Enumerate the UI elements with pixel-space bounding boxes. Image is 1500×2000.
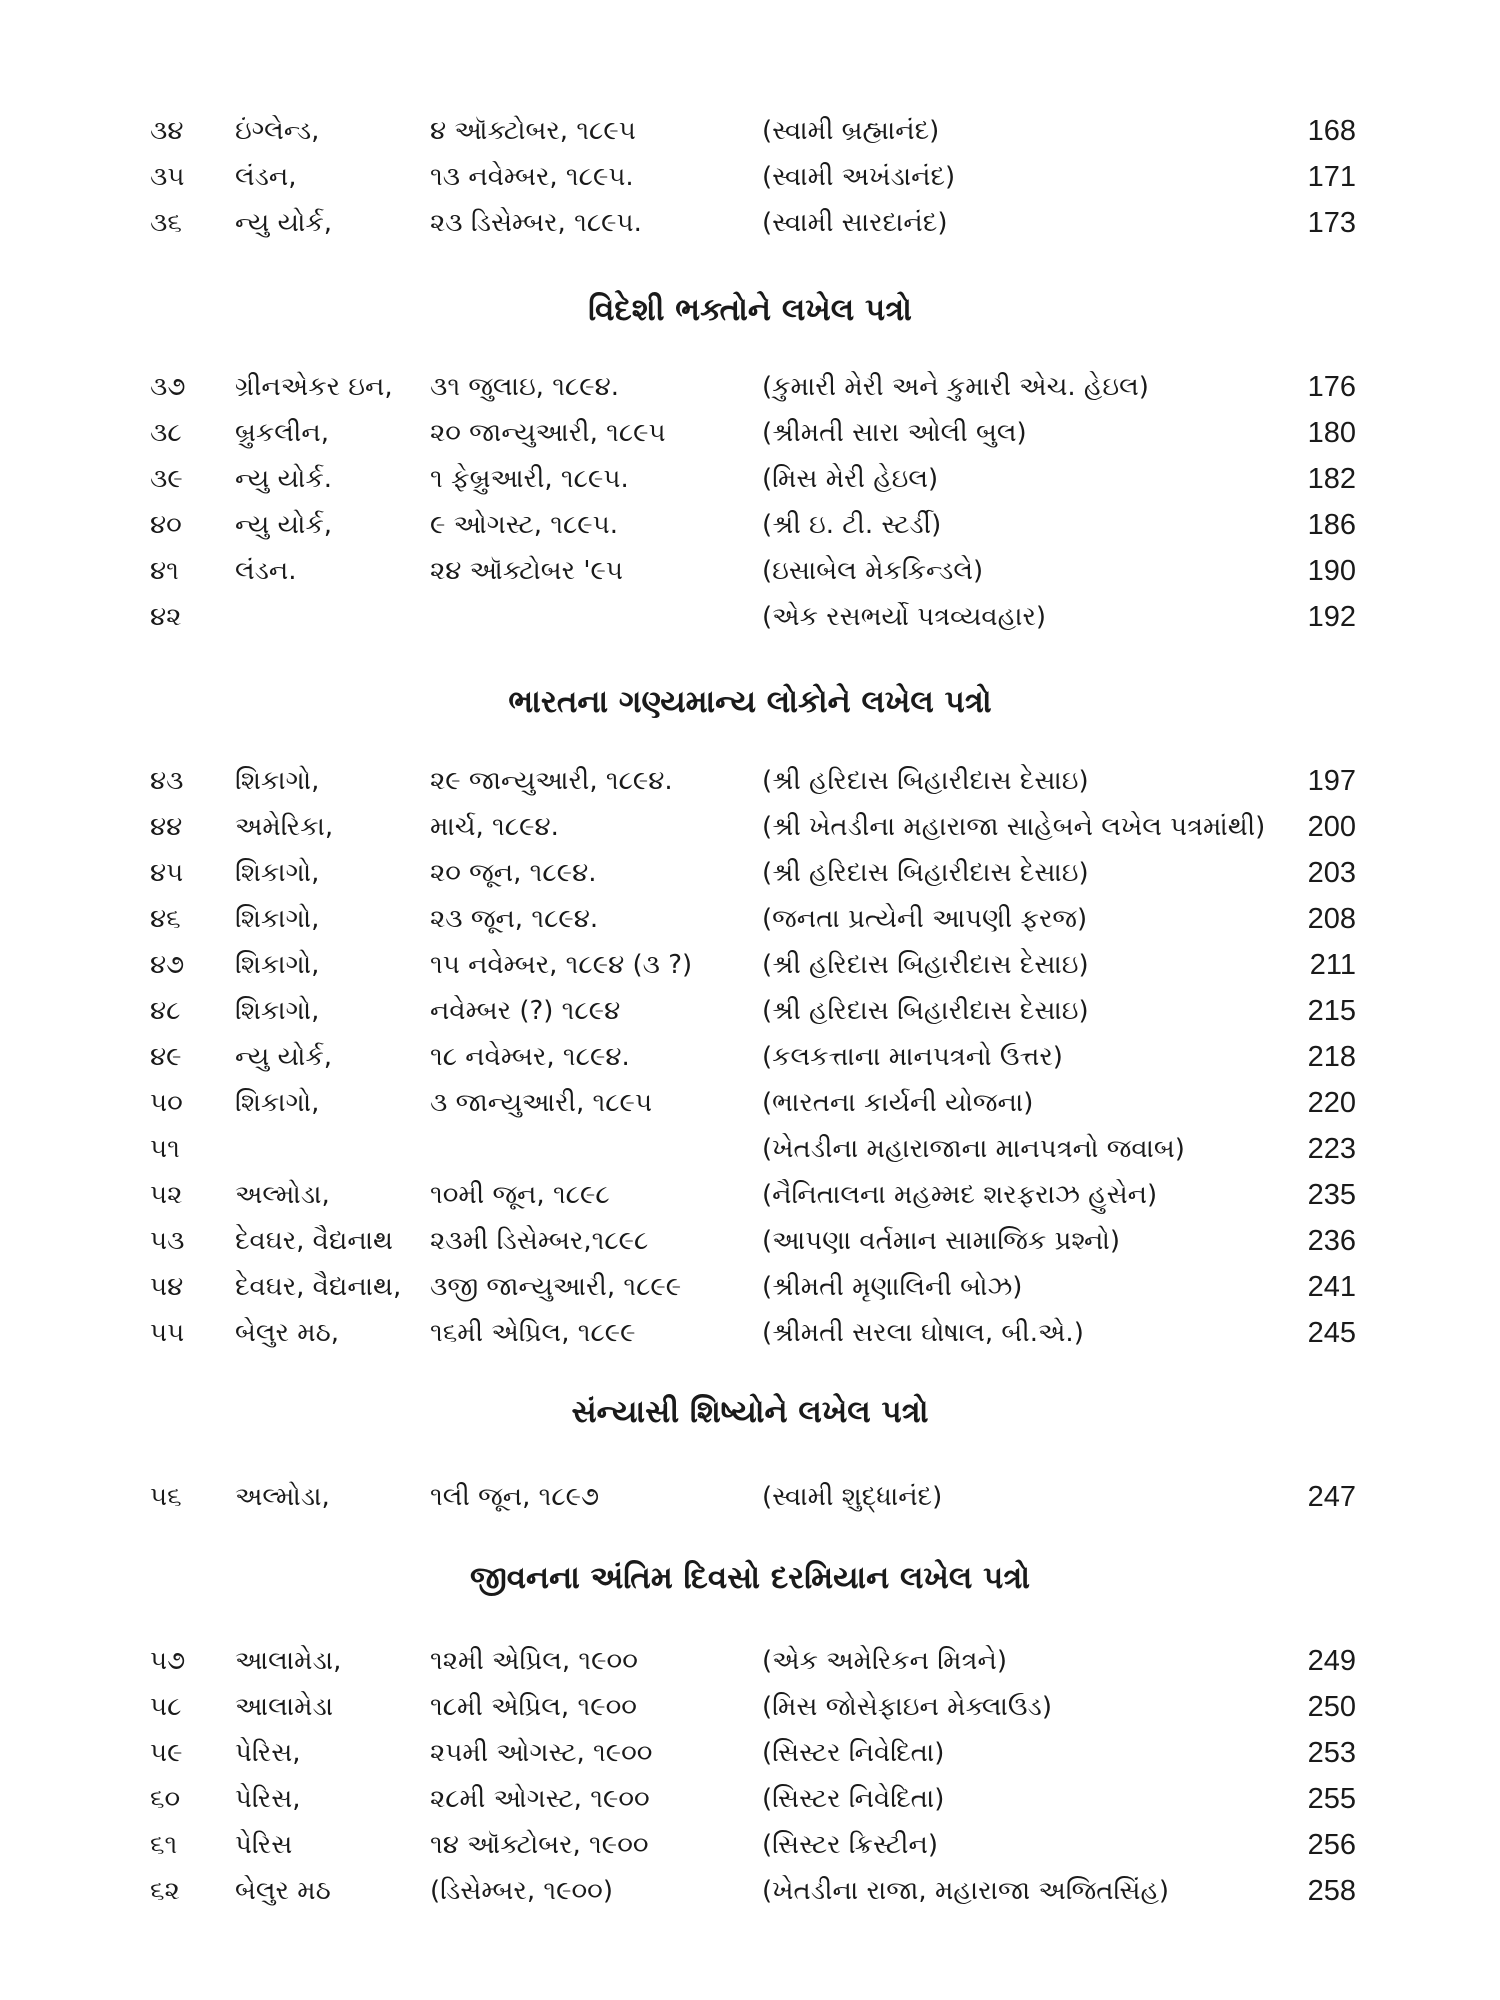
index-row xyxy=(0,1776,1500,1822)
letter-number: ૪૨ xyxy=(150,602,182,632)
letter-place: આલામેડા, xyxy=(235,1646,342,1676)
letter-place: લંડન, xyxy=(235,162,297,192)
index-row xyxy=(0,850,1500,896)
letter-place: ગ્રીનએકર ઇન, xyxy=(235,372,393,402)
index-row xyxy=(0,456,1500,502)
letter-recipient: (નૈનિતાલના મહમ્મદ શરફરાઝ હુસેન) xyxy=(762,1180,1158,1210)
letter-date: ૧લી જૂન, ૧૮૯૭ xyxy=(430,1482,600,1512)
letter-place: શિકાગો, xyxy=(235,904,320,934)
letter-number: ૫૮ xyxy=(150,1692,182,1722)
letter-recipient: (કલકત્તાના માનપત્રનો ઉત્તર) xyxy=(762,1042,1063,1072)
index-row xyxy=(0,594,1500,640)
section-heading: જીવનના અંતિમ દિવસો દરમિયાન લખેલ પત્રો xyxy=(469,1560,1031,1596)
section-heading: ભારતના ગણ્યમાન્ય લોકોને લખેલ પત્રો xyxy=(508,684,992,720)
letter-number: ૪૯ xyxy=(150,1042,182,1072)
index-row xyxy=(0,804,1500,850)
letter-number: ૩૯ xyxy=(150,464,183,494)
letter-date: ૧૪ ઑક્ટોબર, ૧૯૦૦ xyxy=(430,1830,649,1860)
index-row xyxy=(0,1218,1500,1264)
letter-number: ૪૦ xyxy=(150,510,182,540)
letter-recipient: (મિસ જોસેફાઇન મેક્લાઉડ) xyxy=(762,1692,1052,1722)
letter-date: ૩૧ જુલાઇ, ૧૮૯૪. xyxy=(430,372,620,402)
index-row xyxy=(0,1730,1500,1776)
page-number: 220 xyxy=(1307,1087,1356,1119)
letter-number: ૪૮ xyxy=(150,996,181,1026)
letter-place: ઇંગ્લેન્ડ, xyxy=(235,116,320,146)
page-number: 241 xyxy=(1307,1271,1356,1303)
section-final-days xyxy=(0,1638,1500,1914)
index-row xyxy=(0,1868,1500,1914)
letter-date: ૨૮મી ઓગસ્ટ, ૧૯૦૦ xyxy=(430,1784,650,1814)
page-number: 235 xyxy=(1307,1179,1356,1211)
letter-recipient: (એક અમેરિકન મિત્રને) xyxy=(762,1646,1008,1676)
letter-recipient: (શ્રીમતી મૃણાલિની બોઝ) xyxy=(762,1272,1023,1302)
page-number: 186 xyxy=(1307,509,1356,541)
letter-place: ન્યુ યોર્ક, xyxy=(235,510,332,540)
letter-number: ૪૬ xyxy=(150,904,181,934)
letter-place: અલ્મોડા, xyxy=(235,1482,330,1512)
letter-date: ૧૨મી એપ્રિલ, ૧૯૦૦ xyxy=(430,1646,638,1676)
letter-recipient: (શ્રીમતી સરલા ઘોષાલ, બી.એ.) xyxy=(762,1318,1084,1348)
page-number: 245 xyxy=(1307,1317,1356,1349)
letter-date: ૧૦મી જૂન, ૧૮૯૮ xyxy=(430,1180,610,1210)
page-number: 255 xyxy=(1307,1783,1356,1815)
letter-recipient: (ખેતડીના મહારાજાના માનપત્રનો જવાબ) xyxy=(762,1134,1185,1164)
letter-place: શિકાગો, xyxy=(235,996,320,1026)
index-row xyxy=(0,942,1500,988)
letter-date: ૨૦ જૂન, ૧૮૯૪. xyxy=(430,858,597,888)
index-row xyxy=(0,1126,1500,1172)
letter-date: ૨૩ ડિસેમ્બર, ૧૮૯૫. xyxy=(430,208,642,238)
page-number: 247 xyxy=(1307,1481,1356,1513)
letter-number: ૫૧ xyxy=(150,1134,180,1164)
letter-recipient: (શ્રી ખેતડીના મહારાજા સાહેબને લખેલ પત્રમાંથી) xyxy=(762,812,1266,842)
letter-date: ૧૬મી એપ્રિલ, ૧૮૯૯ xyxy=(430,1318,636,1348)
letter-number: ૫૦ xyxy=(150,1088,183,1118)
letter-number: ૬૧ xyxy=(150,1830,178,1860)
letter-place: પેરિસ, xyxy=(235,1738,301,1768)
letter-recipient: (એક રસભર્યો પત્રવ્યવહાર) xyxy=(762,602,1047,632)
index-row xyxy=(0,1264,1500,1310)
page-number: 180 xyxy=(1307,417,1356,449)
letter-date: ૩ જાન્યુઆરી, ૧૮૯૫ xyxy=(430,1088,653,1118)
letter-recipient: (સ્વામી શુદ્ધાનંદ) xyxy=(762,1482,943,1512)
section-heading: વિદેશી ભક્તોને લખેલ પત્રો xyxy=(588,292,912,328)
index-row xyxy=(0,548,1500,594)
letter-place: ન્યુ યોર્ક. xyxy=(235,464,332,494)
letter-recipient: (મિસ મેરી હેઇલ) xyxy=(762,464,939,494)
index-row xyxy=(0,1474,1500,1520)
letter-date: (ડિસેમ્બર, ૧૯૦૦) xyxy=(430,1876,613,1906)
page-number: 249 xyxy=(1307,1645,1356,1677)
letter-date: ૨૩ જૂન, ૧૮૯૪. xyxy=(430,904,599,934)
page-number: 218 xyxy=(1307,1041,1356,1073)
letter-number: ૩૬ xyxy=(150,208,182,238)
page-number: 200 xyxy=(1307,811,1356,843)
letter-number: ૩૫ xyxy=(150,162,185,192)
letter-date: ૧૫ નવેમ્બર, ૧૮૯૪ (૩ ?) xyxy=(430,950,693,980)
page-number: 203 xyxy=(1307,857,1356,889)
letter-place: આલામેડા xyxy=(235,1692,334,1722)
letter-recipient: (જનતા પ્રત્યેની આપણી ફરજ) xyxy=(762,904,1088,934)
letter-number: ૫૨ xyxy=(150,1180,183,1210)
letter-place: લંડન. xyxy=(235,556,297,586)
letter-recipient: (શ્રી હરિદાસ બિહારીદાસ દેસાઇ) xyxy=(762,858,1089,888)
letter-number: ૩૮ xyxy=(150,418,182,448)
page-number: 256 xyxy=(1307,1829,1356,1861)
letter-place: દેવઘર, વૈદ્યનાથ, xyxy=(235,1272,402,1302)
page-number: 182 xyxy=(1307,463,1356,495)
letter-date: ૨૯ જાન્યુઆરી, ૧૮૯૪. xyxy=(430,766,673,796)
page-number: 211 xyxy=(1309,949,1356,981)
letter-recipient: (સ્વામી સારદાનંદ) xyxy=(762,208,948,238)
page-number: 176 xyxy=(1307,371,1356,403)
letter-recipient: (સિસ્ટર ક્રિસ્ટીન) xyxy=(762,1830,938,1860)
page-number: 215 xyxy=(1307,995,1356,1027)
letter-place: બેલુર મઠ xyxy=(235,1876,331,1906)
section-sannyasi-disciples xyxy=(0,1474,1500,1520)
letter-number: ૫૭ xyxy=(150,1646,186,1676)
letter-date: ૨૦ જાન્યુઆરી, ૧૮૯૫ xyxy=(430,418,666,448)
letter-number: ૬૦ xyxy=(150,1784,181,1814)
letter-number: ૫૫ xyxy=(150,1318,185,1348)
letter-recipient: (ખેતડીના રાજા, મહારાજા અજિતસિંહ) xyxy=(762,1876,1170,1906)
letter-place: દેવઘર, વૈદ્યનાથ xyxy=(235,1226,393,1256)
page-number: 236 xyxy=(1307,1225,1356,1257)
letter-date: ૯ ઓગસ્ટ, ૧૮૯૫. xyxy=(430,510,619,540)
index-row xyxy=(0,1080,1500,1126)
page-number: 253 xyxy=(1307,1737,1356,1769)
letter-recipient: (શ્રી હરિદાસ બિહારીદાસ દેસાઇ) xyxy=(762,950,1089,980)
letter-number: ૫૯ xyxy=(150,1738,183,1768)
page-number: 168 xyxy=(1307,115,1356,147)
letter-date: માર્ચ, ૧૮૯૪. xyxy=(430,812,559,842)
index-row xyxy=(0,502,1500,548)
letter-date: નવેમ્બર (?) ૧૮૯૪ xyxy=(430,996,621,1026)
letter-place: શિકાગો, xyxy=(235,1088,320,1118)
letter-recipient: (સ્વામી અખંડાનંદ) xyxy=(762,162,956,192)
letter-recipient: (શ્રી ઇ. ટી. સ્ટર્ડી) xyxy=(762,510,942,540)
letter-place: અમેરિકા, xyxy=(235,812,334,842)
letter-number: ૪૩ xyxy=(150,766,184,796)
letter-number: ૩૭ xyxy=(150,372,186,402)
letter-place: પેરિસ, xyxy=(235,1784,301,1814)
letter-number: ૪૫ xyxy=(150,858,184,888)
index-row xyxy=(0,988,1500,1034)
letter-recipient: (ભારતના કાર્યની યોજના) xyxy=(762,1088,1034,1118)
index-row xyxy=(0,1310,1500,1356)
index-row xyxy=(0,154,1500,200)
section-heading: સંન્યાસી શિષ્યોને લખેલ પત્રો xyxy=(571,1394,929,1430)
letter-date: ૨૪ ઑક્ટોબર '૯૫ xyxy=(430,556,623,586)
letter-date: ૩જી જાન્યુઆરી, ૧૮૯૯ xyxy=(430,1272,682,1302)
letter-number: ૪૪ xyxy=(150,812,183,842)
section-eminent-indians xyxy=(0,758,1500,1356)
letter-place: બેલુર મઠ, xyxy=(235,1318,339,1348)
index-row xyxy=(0,1638,1500,1684)
letter-recipient: (સ્વામી બ્રહ્માનંદ) xyxy=(762,116,940,146)
section-foreign-devotees xyxy=(0,364,1500,640)
index-row xyxy=(0,896,1500,942)
letter-recipient: (સિસ્ટર નિવેદિતા) xyxy=(762,1738,945,1768)
index-row xyxy=(0,364,1500,410)
letter-place: ન્યુ યોર્ક, xyxy=(235,208,332,238)
letter-recipient: (કુમારી મેરી અને કુમારી એચ. હેઇલ) xyxy=(762,372,1149,402)
index-row xyxy=(0,200,1500,246)
index-row xyxy=(0,1172,1500,1218)
letter-number: ૫૪ xyxy=(150,1272,184,1302)
letter-number: ૩૪ xyxy=(150,116,184,146)
letter-number: ૫૩ xyxy=(150,1226,185,1256)
index-row xyxy=(0,410,1500,456)
letter-date: ૧૮મી એપ્રિલ, ૧૯૦૦ xyxy=(430,1692,637,1722)
index-row xyxy=(0,1822,1500,1868)
letter-place: પેરિસ xyxy=(235,1830,293,1860)
index-row xyxy=(0,758,1500,804)
letter-number: ૪૭ xyxy=(150,950,185,980)
page-number: 190 xyxy=(1307,555,1356,587)
letter-recipient: (શ્રી હરિદાસ બિહારીદાસ દેસાઇ) xyxy=(762,996,1089,1026)
page-number: 250 xyxy=(1307,1691,1356,1723)
page-number: 197 xyxy=(1307,765,1356,797)
index-row xyxy=(0,108,1500,154)
page-number: 173 xyxy=(1307,207,1356,239)
index-row xyxy=(0,1684,1500,1730)
letter-place: બ્રુકલીન, xyxy=(235,418,329,448)
letter-recipient: (આપણા વર્તમાન સામાજિક પ્રશ્નો) xyxy=(762,1226,1120,1256)
page-number: 258 xyxy=(1307,1875,1356,1907)
letter-recipient: (સિસ્ટર નિવેદિતા) xyxy=(762,1784,945,1814)
letter-place: શિકાગો, xyxy=(235,950,320,980)
page-number: 223 xyxy=(1307,1133,1356,1165)
page-number: 192 xyxy=(1307,601,1356,633)
letter-place: શિકાગો, xyxy=(235,858,320,888)
page-number: 208 xyxy=(1307,903,1356,935)
letter-number: ૫૬ xyxy=(150,1482,182,1512)
letter-place: શિકાગો, xyxy=(235,766,320,796)
letter-number: ૪૧ xyxy=(150,556,179,586)
letter-date: ૧૮ નવેમ્બર, ૧૮૯૪. xyxy=(430,1042,630,1072)
letter-place: ન્યુ યોર્ક, xyxy=(235,1042,332,1072)
letter-number: ૬૨ xyxy=(150,1876,180,1906)
letter-recipient: (શ્રી હરિદાસ બિહારીદાસ દેસાઇ) xyxy=(762,766,1089,796)
letter-recipient: (ઇસાબેલ મેકકિન્ડલે) xyxy=(762,556,984,586)
letter-date: ૪ ઑક્ટોબર, ૧૮૯૫ xyxy=(430,116,636,146)
letter-place: અલ્મોડા, xyxy=(235,1180,330,1210)
page-number: 171 xyxy=(1307,161,1356,193)
index-row xyxy=(0,1034,1500,1080)
letter-date: ૨૩મી ડિસેમ્બર,૧૮૯૮ xyxy=(430,1226,649,1256)
letter-recipient: (શ્રીમતી સારા ઓલી બુલ) xyxy=(762,418,1027,448)
section-continuation xyxy=(0,108,1500,246)
letter-date: ૧૩ નવેમ્બર, ૧૮૯૫. xyxy=(430,162,634,192)
letter-date: ૨૫મી ઓગસ્ટ, ૧૯૦૦ xyxy=(430,1738,653,1768)
letter-date: ૧ ફેબ્રુઆરી, ૧૮૯૫. xyxy=(430,464,629,494)
